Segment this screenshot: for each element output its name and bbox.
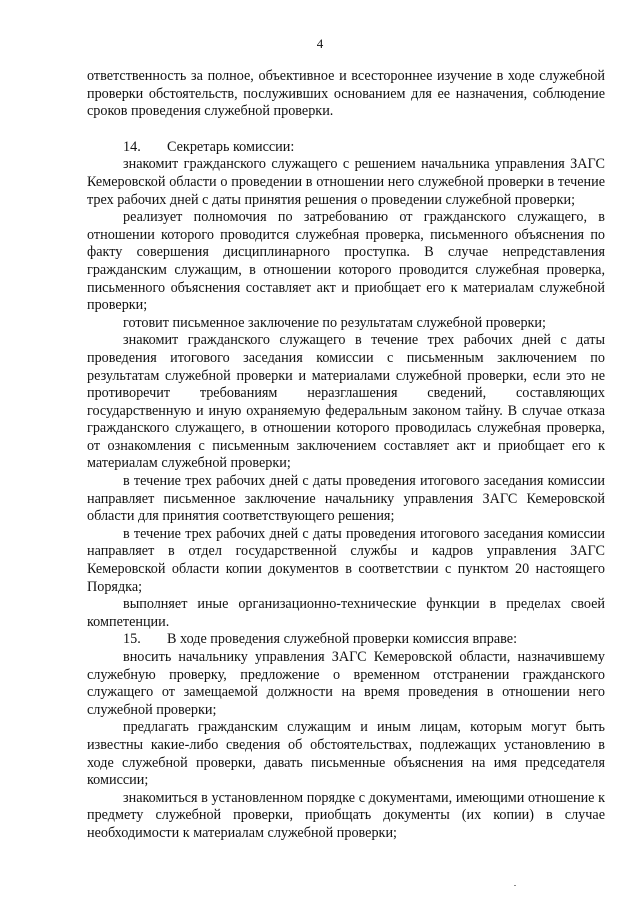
- section-14-item: в течение трех рабочих дней с даты проведения итогового заседания комиссии направляет в отдел государственной службы и кадров управления ЗАГС Кемеровской области копии документов в соответствии с пунктом 20 настоящего Порядка;: [87, 525, 605, 595]
- section-14-item: выполняет иные организационно-технические функции в пределах своей компетенции.: [87, 596, 605, 630]
- section-14-number: 14.: [123, 138, 141, 155]
- section-14-item: в течение трех рабочих дней с даты проведения итогового заседания комиссии направляет письменное заключение начальнику управления ЗАГС Кемеровской области для принятия соответствующего решения;: [87, 473, 605, 525]
- scan-mark: [514, 885, 516, 886]
- section-15-number: 15.: [123, 631, 141, 648]
- page-number: 4: [316, 36, 324, 51]
- document-body: [87, 68, 605, 843]
- section-14-title: Секретарь комиссии:: [167, 138, 295, 155]
- section-15-heading: [87, 631, 605, 649]
- intro-paragraph: ответственность за полное, объективное и всестороннее изучение в ходе служебной проверки обстоятельств, послуживших основанием для ее назначения, соблюдение сроков проведения служебной проверки.: [87, 68, 605, 120]
- section-14-item: знакомит гражданского служащего с решением начальника управления ЗАГС Кемеровской области о проведении в отношении него служебной проверки в течение трех рабочих дней с даты принятия решения о проведении служебной проверки;: [87, 156, 605, 208]
- section-15-title: В ходе проведения служебной проверки комиссия вправе:: [167, 631, 518, 648]
- section-14-item: реализует полномочия по затребованию от гражданского служащего, в отношении которого проводится служебная проверка, письменного объяснения по факту совершения дисциплинарного проступка. В случае непредставления гражданским служащим, в отношении которого проводится служебная проверка, письменного объяснения составляет акт и приобщает его к материалам служебной проверки;: [87, 209, 605, 314]
- section-14-item: готовит письменное заключение по результатам служебной проверки;: [123, 314, 546, 331]
- section-15-item: предлагать гражданским служащим и иным лицам, которым могут быть известны какие-либо сведения об обстоятельствах, подлежащих установлению в ходе служебной проверки, давать письменные объяснения на имя председателя комиссии;: [87, 719, 605, 789]
- section-15-item: знакомиться в установленном порядке с документами, имеющими отношение к предмету служебной проверки, приобщать документы (их копии) в случае необходимости к материалам служебной проверки;: [87, 789, 605, 841]
- section-15-item: вносить начальнику управления ЗАГС Кемеровской области, назначившему служебную проверку, предложение о временном отстранении гражданского служащего от замещаемой должности на время проведения в отношении него служебной проверки;: [87, 649, 605, 718]
- section-14-heading: [87, 139, 605, 157]
- section-14-item: знакомит гражданского служащего в течение трех рабочих дней с даты проведения итогового заседания комиссии с письменным заключением по результатам служебной проверки и материалами служебной проверки, если это не противоречит требованиям неразглашения сведений, составляющих государственную и иную охраняемую федеральным законом тайну. В случае отказа гражданского служащего, в отношении которого проводилась служебная проверка, от ознакомления с письменным заключением составляет акт и приобщает его к материалам служебной проверки;: [87, 332, 605, 472]
